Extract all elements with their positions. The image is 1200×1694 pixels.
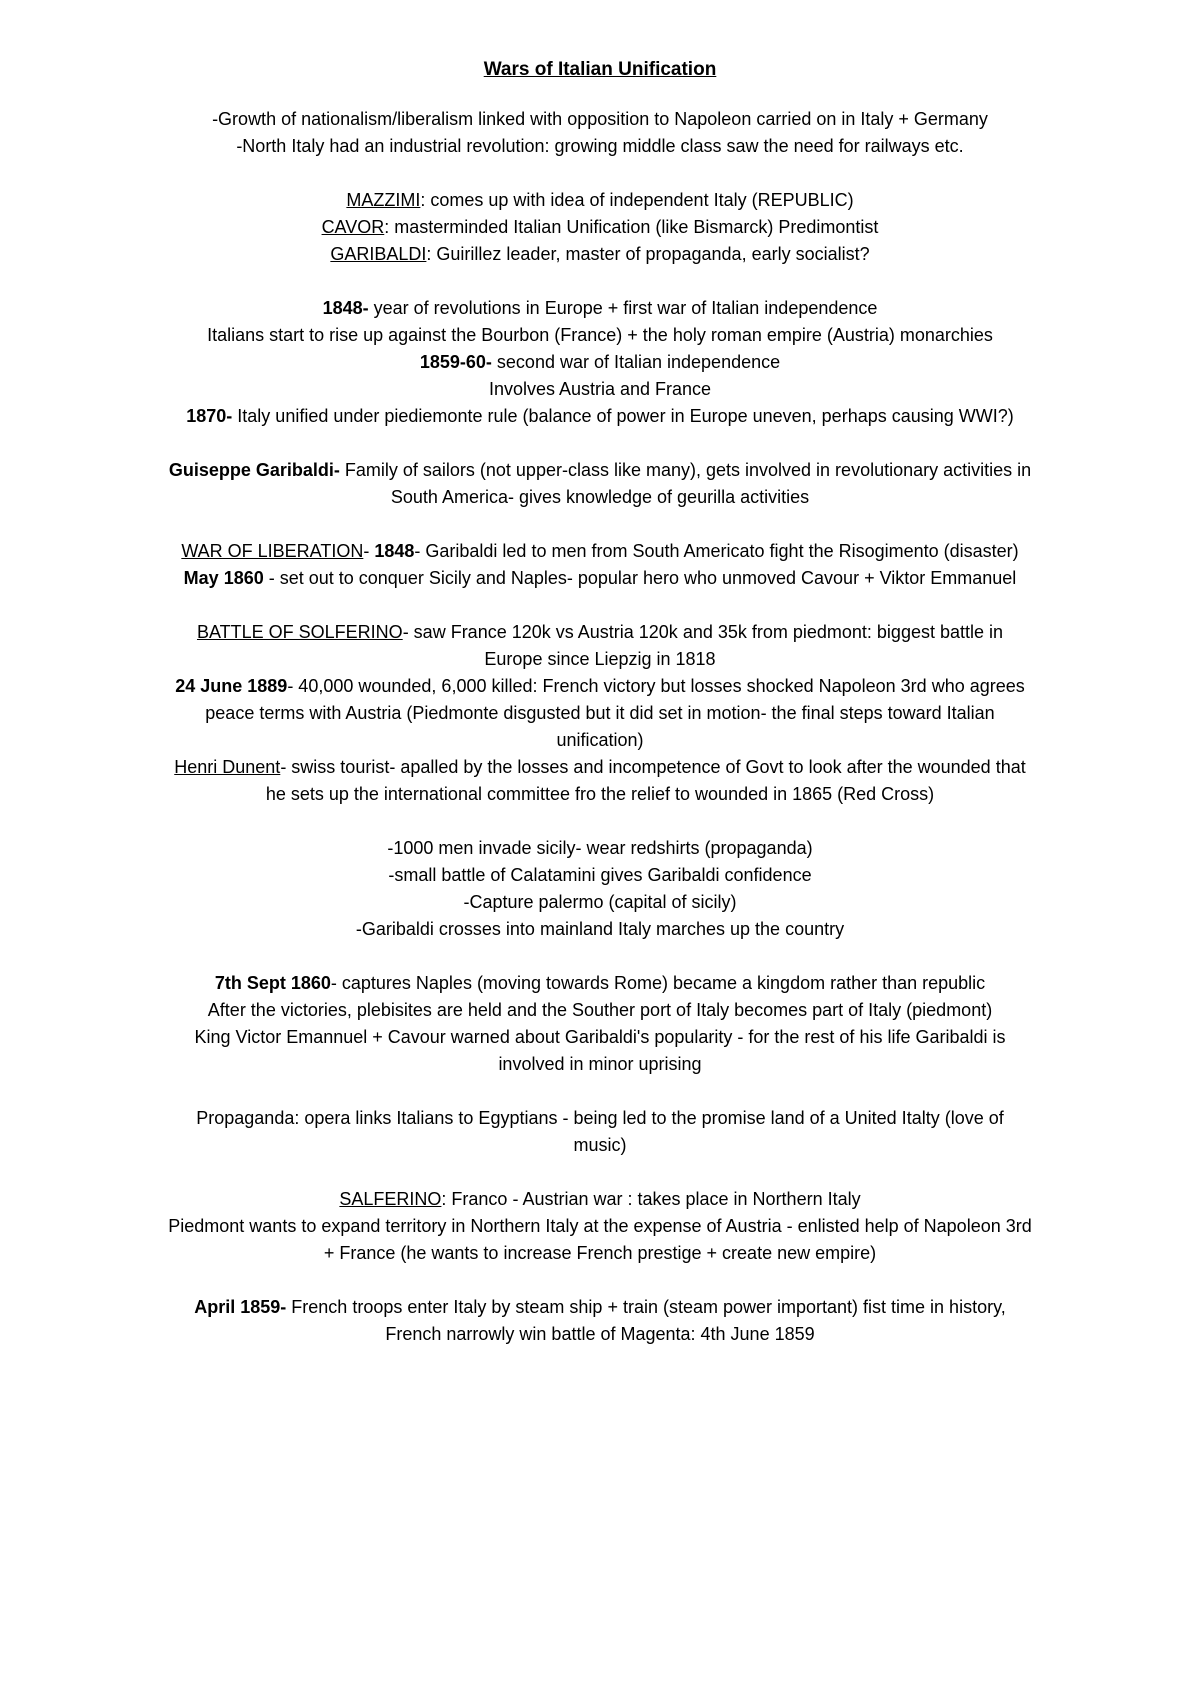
spacer bbox=[100, 1267, 1100, 1294]
bio-text: Family of sailors (not upper-class like many), gets involved in revolutionary activities in bbox=[339, 460, 1032, 480]
naples-line: involved in minor uprising bbox=[498, 1054, 702, 1074]
date-label: April 1859- bbox=[194, 1297, 287, 1317]
date-label: 1870- bbox=[186, 406, 233, 426]
spacer bbox=[100, 1078, 1100, 1105]
propaganda-section bbox=[100, 1105, 1100, 1159]
salferino-line bbox=[100, 1186, 1100, 1213]
event-text: - saw France 120k vs Austria 120k and 35k from piedmont: biggest battle in bbox=[402, 622, 1004, 642]
garibaldi-bio-section bbox=[100, 457, 1100, 511]
timeline-line: Involves Austria and France bbox=[488, 379, 712, 399]
sicily-section bbox=[100, 835, 1100, 943]
figure-name: CAVOR bbox=[321, 217, 385, 237]
figure-text: : masterminded Italian Unification (like Bismarck) Predimontist bbox=[384, 217, 879, 237]
event-text: French troops enter Italy by steam ship + train (steam power important) fist time in history, bbox=[286, 1297, 1006, 1317]
date-label: 1859-60- bbox=[419, 352, 492, 372]
timeline-section bbox=[100, 295, 1100, 430]
dunent-line: he sets up the international committee fro the relief to wounded in 1865 (Red Cross) bbox=[265, 784, 935, 804]
event-name: SALFERINO bbox=[339, 1189, 442, 1209]
spacer bbox=[100, 430, 1100, 457]
list-item: -1000 men invade sicily- wear redshirts (propaganda) bbox=[387, 838, 813, 858]
date-label: 1848 bbox=[374, 541, 415, 561]
date-label: 24 June 1889 bbox=[175, 676, 288, 696]
event-text: - Garibaldi led to men from South Americato fight the Risogimento (disaster) bbox=[414, 541, 1019, 561]
timeline-line bbox=[100, 349, 1100, 376]
figure-name: MAZZIMI bbox=[346, 190, 421, 210]
figure-name: GARIBALDI bbox=[330, 244, 427, 264]
liberation-line bbox=[100, 538, 1100, 565]
event-name: BATTLE OF SOLFERINO bbox=[196, 622, 403, 642]
spacer bbox=[100, 268, 1100, 295]
figure-line-garibaldi bbox=[100, 241, 1100, 268]
salferino-line: + France (he wants to increase French prestige + create new empire) bbox=[323, 1243, 877, 1263]
timeline-text: year of revolutions in Europe + first war of Italian independence bbox=[368, 298, 878, 318]
solferino-line: unification) bbox=[556, 730, 644, 750]
event-text: - 40,000 wounded, 6,000 killed: French victory but losses shocked Napoleon 3rd who agrees bbox=[287, 676, 1025, 696]
solferino-line bbox=[100, 619, 1100, 646]
figure-line-cavor bbox=[100, 214, 1100, 241]
page-title: Wars of Italian Unification bbox=[483, 59, 717, 80]
salferino-section bbox=[100, 1186, 1100, 1267]
april-line: French narrowly win battle of Magenta: 4th June 1859 bbox=[385, 1324, 815, 1344]
liberation-line bbox=[100, 565, 1100, 592]
timeline-text: Italy unified under piediemonte rule (balance of power in Europe uneven, perhaps causing WWI?) bbox=[232, 406, 1014, 426]
figure-line-mazzimi bbox=[100, 187, 1100, 214]
list-item: -small battle of Calatamini gives Garibaldi confidence bbox=[388, 865, 812, 885]
intro-line: -North Italy had an industrial revolution: growing middle class saw the need for railways etc. bbox=[236, 136, 964, 156]
dunent-line bbox=[100, 754, 1100, 781]
bio-label: Guiseppe Garibaldi- bbox=[168, 460, 340, 480]
person-name: Henri Dunent bbox=[174, 757, 281, 777]
naples-line: After the victories, plebisites are held and the Souther port of Italy becomes part of Italy (piedmont) bbox=[207, 1000, 993, 1020]
date-label: 1848- bbox=[322, 298, 369, 318]
event-name: WAR OF LIBERATION bbox=[181, 541, 364, 561]
salferino-line: Piedmont wants to expand territory in Northern Italy at the expense of Austria - enlisted help of Napoleon 3rd bbox=[168, 1216, 1032, 1236]
event-text: - set out to conquer Sicily and Naples- popular hero who unmoved Cavour + Viktor Emmanuel bbox=[263, 568, 1017, 588]
bio-line: South America- gives knowledge of geurilla activities bbox=[390, 487, 810, 507]
spacer bbox=[100, 160, 1100, 187]
spacer bbox=[100, 1159, 1100, 1186]
april-section bbox=[100, 1294, 1100, 1348]
spacer bbox=[100, 943, 1100, 970]
propaganda-line: music) bbox=[573, 1135, 627, 1155]
date-label: 7th Sept 1860 bbox=[214, 973, 331, 993]
notes-body bbox=[100, 56, 1100, 1348]
timeline-line bbox=[100, 403, 1100, 430]
event-text: : Franco - Austrian war : takes place in Northern Italy bbox=[441, 1189, 861, 1209]
spacer bbox=[100, 808, 1100, 835]
separator: - bbox=[363, 541, 375, 561]
event-text: - captures Naples (moving towards Rome) became a kingdom rather than republic bbox=[330, 973, 986, 993]
solferino-line: Europe since Liepzig in 1818 bbox=[484, 649, 716, 669]
april-line bbox=[100, 1294, 1100, 1321]
intro-section bbox=[100, 106, 1100, 160]
timeline-text: second war of Italian independence bbox=[491, 352, 781, 372]
event-text: - swiss tourist- apalled by the losses and incompetence of Govt to look after the wounded that bbox=[280, 757, 1026, 777]
naples-section bbox=[100, 970, 1100, 1078]
solferino-section bbox=[100, 619, 1100, 808]
solferino-line bbox=[100, 673, 1100, 700]
intro-line: -Growth of nationalism/liberalism linked with opposition to Napoleon carried on in Italy + Germany bbox=[212, 109, 988, 129]
timeline-line bbox=[100, 295, 1100, 322]
list-item: -Capture palermo (capital of sicily) bbox=[463, 892, 737, 912]
spacer bbox=[100, 592, 1100, 619]
timeline-line: Italians start to rise up against the Bourbon (France) + the holy roman empire (Austria) monarchies bbox=[207, 325, 993, 345]
spacer bbox=[100, 511, 1100, 538]
naples-line bbox=[100, 970, 1100, 997]
figures-section bbox=[100, 187, 1100, 268]
date-label: May 1860 bbox=[183, 568, 264, 588]
list-item: -Garibaldi crosses into mainland Italy marches up the country bbox=[355, 919, 845, 939]
naples-line: King Victor Emannuel + Cavour warned about Garibaldi's popularity - for the rest of his life Garibaldi is bbox=[194, 1027, 1006, 1047]
solferino-line: peace terms with Austria (Piedmonte disgusted but it did set in motion- the final steps toward Italian bbox=[205, 703, 995, 723]
bio-line bbox=[100, 457, 1100, 484]
liberation-section bbox=[100, 538, 1100, 592]
figure-text: : Guirillez leader, master of propaganda, early socialist? bbox=[426, 244, 870, 264]
figure-text: : comes up with idea of independent Italy (REPUBLIC) bbox=[420, 190, 854, 210]
propaganda-line: Propaganda: opera links Italians to Egyptians - being led to the promise land of a United Italty (love of bbox=[196, 1108, 1004, 1128]
